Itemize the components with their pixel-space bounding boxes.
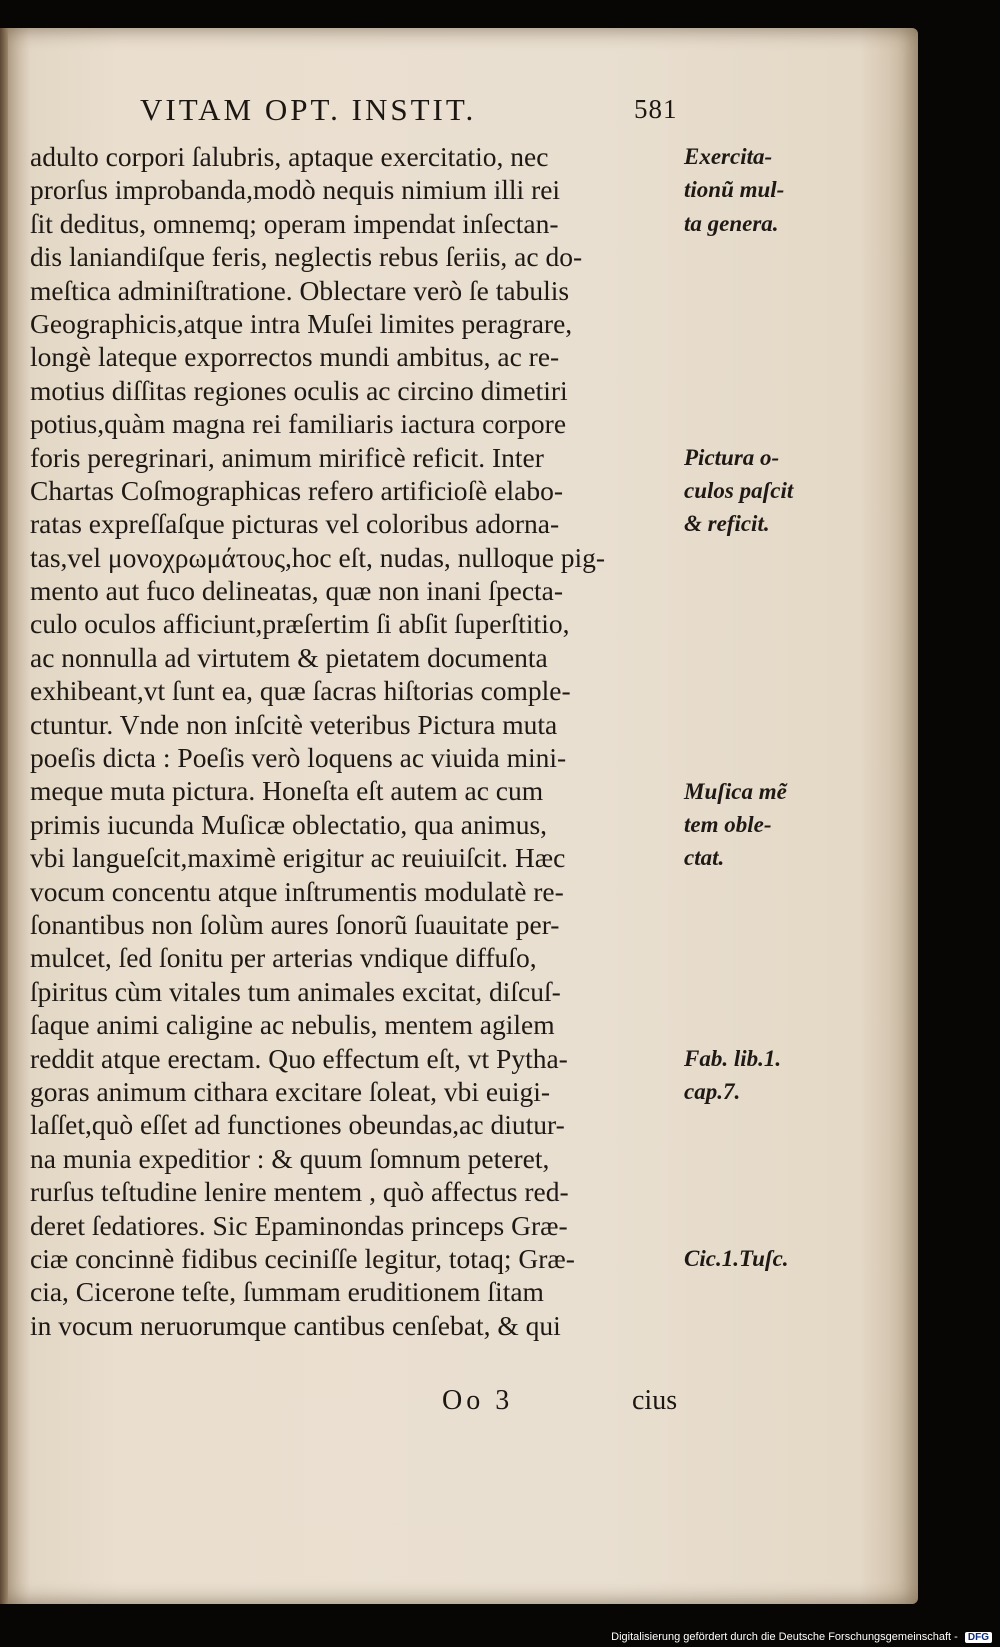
text-line: culo oculos afficiunt,præſertim ſi abſit ſuperſtitio, bbox=[30, 608, 570, 640]
digitization-credit bbox=[611, 1631, 992, 1643]
marginal-note-line: Fab. lib.1. bbox=[684, 1045, 782, 1071]
text-line: goras animum cithara excitare ſoleat, vbi euigi- bbox=[30, 1075, 551, 1107]
text-line: adulto corpori ſalubris, aptaque exercitatio, nec bbox=[30, 141, 549, 172]
marginal-note bbox=[684, 1042, 781, 1109]
text-line: rurſus teſtudine lenire mentem , quò affectus red- bbox=[30, 1176, 569, 1208]
marginal-note bbox=[684, 1242, 789, 1275]
marginal-note-line: tem oble- bbox=[684, 811, 772, 837]
text-line: ciæ concinnè fidibus ceciniſſe legitur, totaq; Græ- bbox=[30, 1242, 575, 1274]
dfg-logo-icon: DFG bbox=[965, 1632, 992, 1643]
credit-text: Digitalisierung gefördert durch die Deutsche Forschungsgemeinschaft - bbox=[611, 1631, 958, 1643]
catchword: cius bbox=[632, 1385, 678, 1416]
text-line: ſit deditus, omnemq; operam impendat inſectan- bbox=[30, 207, 559, 239]
marginal-note-line: Muſica mẽ bbox=[684, 778, 787, 804]
marginal-note-line: Cic.1.Tuſc. bbox=[684, 1246, 789, 1272]
text-line: mulcet, ſed ſonitu per arterias vndique diffuſo, bbox=[30, 942, 537, 974]
body-text bbox=[30, 140, 690, 1342]
marginal-note-line: & reficit. bbox=[684, 511, 770, 537]
text-line: motius diſſitas regiones oculis ac circino dimetiri bbox=[30, 374, 568, 406]
text-line: ac nonnulla ad virtutem & pietatem documenta bbox=[30, 641, 548, 673]
text-line: deret ſedatiores. Sic Epaminondas princeps Græ- bbox=[30, 1209, 568, 1241]
text-line: tas,vel μονοχρωμάτους,hoc eſt, nudas, nulloque pig- bbox=[30, 541, 606, 573]
text-line: longè lateque exporrectos mundi ambitus, ac re- bbox=[30, 341, 560, 373]
text-line: vbi langueſcit,maximè erigitur ac reuiuiſcit. Hæc bbox=[30, 842, 566, 874]
text-line: prorſus improbanda,modò nequis nimium illi rei bbox=[30, 174, 561, 206]
marginal-note-line: ta genera. bbox=[684, 210, 779, 236]
text-line: ſpiritus cùm vitales tum animales excitat, diſcuſ- bbox=[30, 975, 561, 1007]
text-line: meque muta pictura. Honeſta eſt autem ac cum bbox=[30, 775, 544, 807]
marginal-note bbox=[684, 775, 787, 875]
text-line: Geographicis,atque intra Muſei limites peragrare, bbox=[30, 307, 573, 339]
text-line: cia, Cicerone teſte, ſummam eruditionem ſitam bbox=[30, 1276, 544, 1308]
text-line: ratas expreſſaſque picturas vel coloribus adorna- bbox=[30, 508, 560, 540]
marginal-note-line: Exercita- bbox=[684, 144, 773, 169]
text-line: laſſet,quò eſſet ad functiones obeundas,ac diutur- bbox=[30, 1109, 565, 1141]
text-line: exhibeant,vt ſunt ea, quæ ſacras hiſtorias comple- bbox=[30, 675, 571, 707]
text-line: foris peregrinari, animum mirificè reficit. Inter bbox=[30, 441, 544, 473]
text-line: ſonantibus non ſolùm aures ſonorũ ſuauitate per- bbox=[30, 908, 560, 940]
marginal-note-line: Pictura o- bbox=[684, 444, 780, 470]
marginal-note-line: culos paſcit bbox=[684, 477, 794, 503]
marginal-note-line: cap.7. bbox=[684, 1079, 741, 1105]
marginal-note-line: ctat. bbox=[684, 845, 725, 871]
text-line: ctuntur. Vnde non inſcitè veteribus Pictura muta bbox=[30, 708, 558, 740]
page-number: 581 bbox=[634, 94, 678, 124]
text-line: mento aut fuco delineatas, quæ non inani ſpecta- bbox=[30, 575, 564, 607]
text-line: poeſis dicta : Poeſis verò loquens ac viuida mini- bbox=[30, 742, 567, 774]
text-line: na munia expeditior : & quum ſomnum peteret, bbox=[30, 1142, 550, 1174]
running-title: VITAM OPT. INSTIT. bbox=[140, 92, 477, 127]
text-line: dis laniandiſque feris, neglectis rebus ſeriis, ac do- bbox=[30, 241, 583, 273]
signature-mark: Oo 3 bbox=[442, 1385, 514, 1416]
text-line: Chartas Coſmographicas refero artificioſè elabo- bbox=[30, 474, 563, 506]
text-line: potius,quàm magna rei familiaris iactura corpore bbox=[30, 408, 567, 440]
text-line: ſaque animi caligine ac nebulis, mentem agilem bbox=[30, 1009, 555, 1041]
marginal-note bbox=[684, 140, 784, 240]
text-line: primis iucunda Muſicæ oblectatio, qua animus, bbox=[30, 808, 548, 840]
text-line: meſtica adminiſtratione. Oblectare verò ſe tabulis bbox=[30, 274, 570, 306]
page-fold-edge bbox=[0, 28, 8, 1604]
marginal-note bbox=[684, 441, 793, 541]
text-line: in vocum neruorumque cantibus cenſebat, & qui bbox=[30, 1309, 561, 1341]
text-line: vocum concentu atque inſtrumentis modulatè re- bbox=[30, 875, 564, 907]
text-line: reddit atque erectam. Quo effectum eſt, vt Pytha- bbox=[30, 1042, 568, 1074]
marginal-note-line: tionũ mul- bbox=[684, 177, 785, 203]
